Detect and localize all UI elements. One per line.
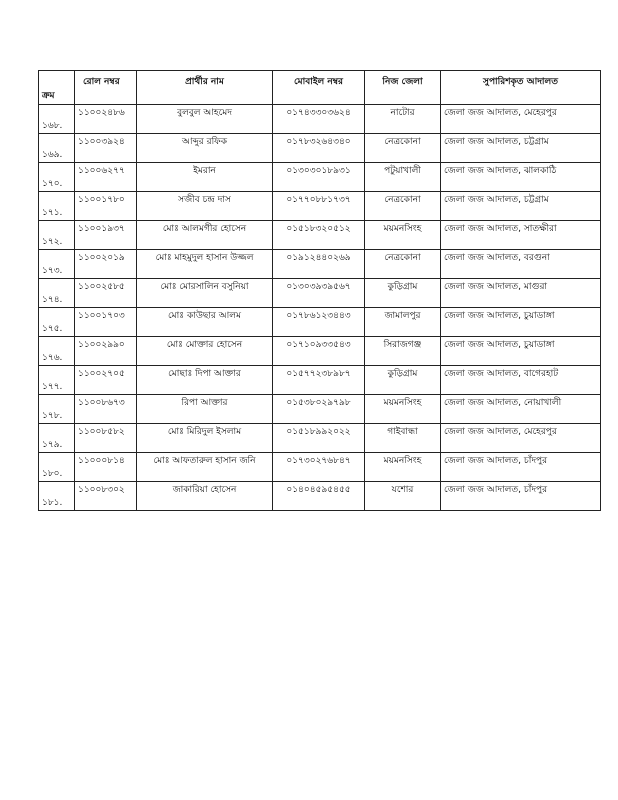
mobile-number-cell: ০১৭১০৯৩৩৫৪৩ <box>273 337 365 366</box>
recommended-court-cell: জেলা জজ আদালত, মেহেরপুর <box>441 424 601 453</box>
roll-number-cell: ১১০০০৮১৪ <box>75 453 137 482</box>
table-row <box>39 163 601 192</box>
home-district-cell: কুড়িগ্রাম <box>365 366 441 395</box>
roll-number-cell: ১১০০২৭০৫ <box>75 366 137 395</box>
home-district-cell: ময়মনসিংহ <box>365 453 441 482</box>
table-row <box>39 308 601 337</box>
serial-cell: ১৭০. <box>39 163 75 192</box>
roll-number-cell: ১১০০১৯৩৭ <box>75 221 137 250</box>
table-row <box>39 105 601 134</box>
home-district-cell: নেত্রকোনা <box>365 134 441 163</box>
table-row <box>39 424 601 453</box>
mobile-number-cell: ০১৭৮৩২৬৪৩৪০ <box>273 134 365 163</box>
serial-cell: ১৭৭. <box>39 366 75 395</box>
mobile-number-cell: ০১৩০৩০১৮৯৩১ <box>273 163 365 192</box>
roll-number-cell: ১১০০৮৩০২ <box>75 482 137 511</box>
recommended-court-cell: জেলা জজ আদালত, মেহেরপুর <box>441 105 601 134</box>
roll-number-cell: ১১০০৩৯২৪ <box>75 134 137 163</box>
mobile-number-cell: ০১৫১৮৩২০৫১২ <box>273 221 365 250</box>
table-row <box>39 366 601 395</box>
mobile-number-cell: ০১৭৭০৮৮১৭৩৭ <box>273 192 365 221</box>
candidate-table <box>38 70 601 511</box>
serial-cell: ১৭৩. <box>39 250 75 279</box>
recommended-court-cell: জেলা জজ আদালত, সাতক্ষীরা <box>441 221 601 250</box>
candidate-name-cell: সজীব চন্দ্র দাস <box>137 192 273 221</box>
serial-cell: ১৭৪. <box>39 279 75 308</box>
mobile-number-cell: ০১৫১৮৯৯২০২২ <box>273 424 365 453</box>
recommended-court-cell: জেলা জজ আদালত, চট্টগ্রাম <box>441 192 601 221</box>
roll-number-cell: ১১০০৮৫৮২ <box>75 424 137 453</box>
mobile-number-cell: ০১৭৩০২৭৬৮৪৭ <box>273 453 365 482</box>
recommended-court-cell: জেলা জজ আদালত, চাঁদপুর <box>441 453 601 482</box>
home-district-cell: সিরাজগঞ্জ <box>365 337 441 366</box>
candidate-name-cell: ইমরান <box>137 163 273 192</box>
header-recommended-court: সুপারিশকৃত আদালত <box>441 71 601 105</box>
home-district-cell: গাইবান্ধা <box>365 424 441 453</box>
table-row <box>39 453 601 482</box>
serial-cell: ১৮০. <box>39 453 75 482</box>
recommended-court-cell: জেলা জজ আদালত, মাগুরা <box>441 279 601 308</box>
home-district-cell: ময়মনসিংহ <box>365 395 441 424</box>
roll-number-cell: ১১০০২৫৮৫ <box>75 279 137 308</box>
roll-number-cell: ১১০০১৭০৩ <box>75 308 137 337</box>
home-district-cell: জামালপুর <box>365 308 441 337</box>
candidate-name-cell: মোঃ আলমগীর হোসেন <box>137 221 273 250</box>
table-row <box>39 221 601 250</box>
roll-number-cell: ১১০০২৪৮৬ <box>75 105 137 134</box>
candidate-name-cell: আব্দুর রফিক <box>137 134 273 163</box>
serial-cell: ১৭৮. <box>39 395 75 424</box>
recommended-court-cell: জেলা জজ আদালত, বাগেরহাট <box>441 366 601 395</box>
mobile-number-cell: ০১৫৭৭২৩৮৯৮৭ <box>273 366 365 395</box>
table-row <box>39 337 601 366</box>
recommended-court-cell: জেলা জজ আদালত, ঝালকাঠি <box>441 163 601 192</box>
home-district-cell: যশোর <box>365 482 441 511</box>
candidate-name-cell: মোঃ মোক্তার হোসেন <box>137 337 273 366</box>
recommended-court-cell: জেলা জজ আদালত, চুয়াডাঙ্গা <box>441 337 601 366</box>
mobile-number-cell: ০১৩০৩৯৩৯৫৬৭ <box>273 279 365 308</box>
home-district-cell: নাটোর <box>365 105 441 134</box>
candidate-name-cell: জাকারিয়া হোসেন <box>137 482 273 511</box>
table-header <box>39 71 601 105</box>
table-row <box>39 134 601 163</box>
recommended-court-cell: জেলা জজ আদালত, বরগুনা <box>441 250 601 279</box>
header-row <box>39 71 601 105</box>
serial-cell: ১৭২. <box>39 221 75 250</box>
serial-cell: ১৭৫. <box>39 308 75 337</box>
header-serial: ক্রম <box>39 71 75 105</box>
candidate-name-cell: বুলবুল আহমেদ <box>137 105 273 134</box>
roll-number-cell: ১১০০১৭৮০ <box>75 192 137 221</box>
mobile-number-cell: ০১৭৮৬১২৩৪৪৩ <box>273 308 365 337</box>
serial-cell: ১৭৯. <box>39 424 75 453</box>
header-home-district: নিজ জেলা <box>365 71 441 105</box>
table-row <box>39 482 601 511</box>
recommended-court-cell: জেলা জজ আদালত, চাঁদপুর <box>441 482 601 511</box>
table-row <box>39 192 601 221</box>
serial-cell: ১৮১. <box>39 482 75 511</box>
table-row <box>39 250 601 279</box>
roll-number-cell: ১১০০৮৬৭৩ <box>75 395 137 424</box>
candidate-name-cell: মোঃ মোরসালিন বসুনিয়া <box>137 279 273 308</box>
home-district-cell: নেত্রকোনা <box>365 192 441 221</box>
header-mobile-number: মোবাইল নম্বর <box>273 71 365 105</box>
recommended-court-cell: জেলা জজ আদালত, নোয়াখালী <box>441 395 601 424</box>
recommended-court-cell: জেলা জজ আদালত, চট্টগ্রাম <box>441 134 601 163</box>
serial-cell: ১৭১. <box>39 192 75 221</box>
home-district-cell: কুড়িগ্রাম <box>365 279 441 308</box>
candidate-name-cell: মোঃ মাহমুদুল হাসান উজ্জল <box>137 250 273 279</box>
roll-number-cell: ১১০০২০১৯ <box>75 250 137 279</box>
mobile-number-cell: ০১৭৪৩৩০৩৬২৪ <box>273 105 365 134</box>
table-row <box>39 395 601 424</box>
table-body <box>39 105 601 511</box>
serial-cell: ১৭৬. <box>39 337 75 366</box>
serial-cell: ১৬৮. <box>39 105 75 134</box>
candidate-name-cell: মোঃ মিরিদুল ইসলাম <box>137 424 273 453</box>
roll-number-cell: ১১০০২৯৯০ <box>75 337 137 366</box>
home-district-cell: নেত্রকোনা <box>365 250 441 279</box>
recommended-court-cell: জেলা জজ আদালত, চুয়াডাঙ্গা <box>441 308 601 337</box>
header-candidate-name: প্রার্থীর নাম <box>137 71 273 105</box>
candidate-name-cell: রিপা আক্তার <box>137 395 273 424</box>
home-district-cell: পটুয়াখালী <box>365 163 441 192</box>
candidate-name-cell: মোঃ কাউছার আলম <box>137 308 273 337</box>
roll-number-cell: ১১০০৬২৭৭ <box>75 163 137 192</box>
serial-cell: ১৬৯. <box>39 134 75 163</box>
mobile-number-cell: ০১৪০৪৫৯৫৪৫৫ <box>273 482 365 511</box>
candidate-name-cell: মোঃ আফতারুল হাসান জনি <box>137 453 273 482</box>
home-district-cell: ময়মনসিংহ <box>365 221 441 250</box>
mobile-number-cell: ০১৫৩৮০২৯৭৯৮ <box>273 395 365 424</box>
table-row <box>39 279 601 308</box>
mobile-number-cell: ০১৯১২৪৪০২৬৯ <box>273 250 365 279</box>
header-roll-number: রোল নম্বর <box>75 71 137 105</box>
candidate-name-cell: মোছাঃ দিপা আক্তার <box>137 366 273 395</box>
